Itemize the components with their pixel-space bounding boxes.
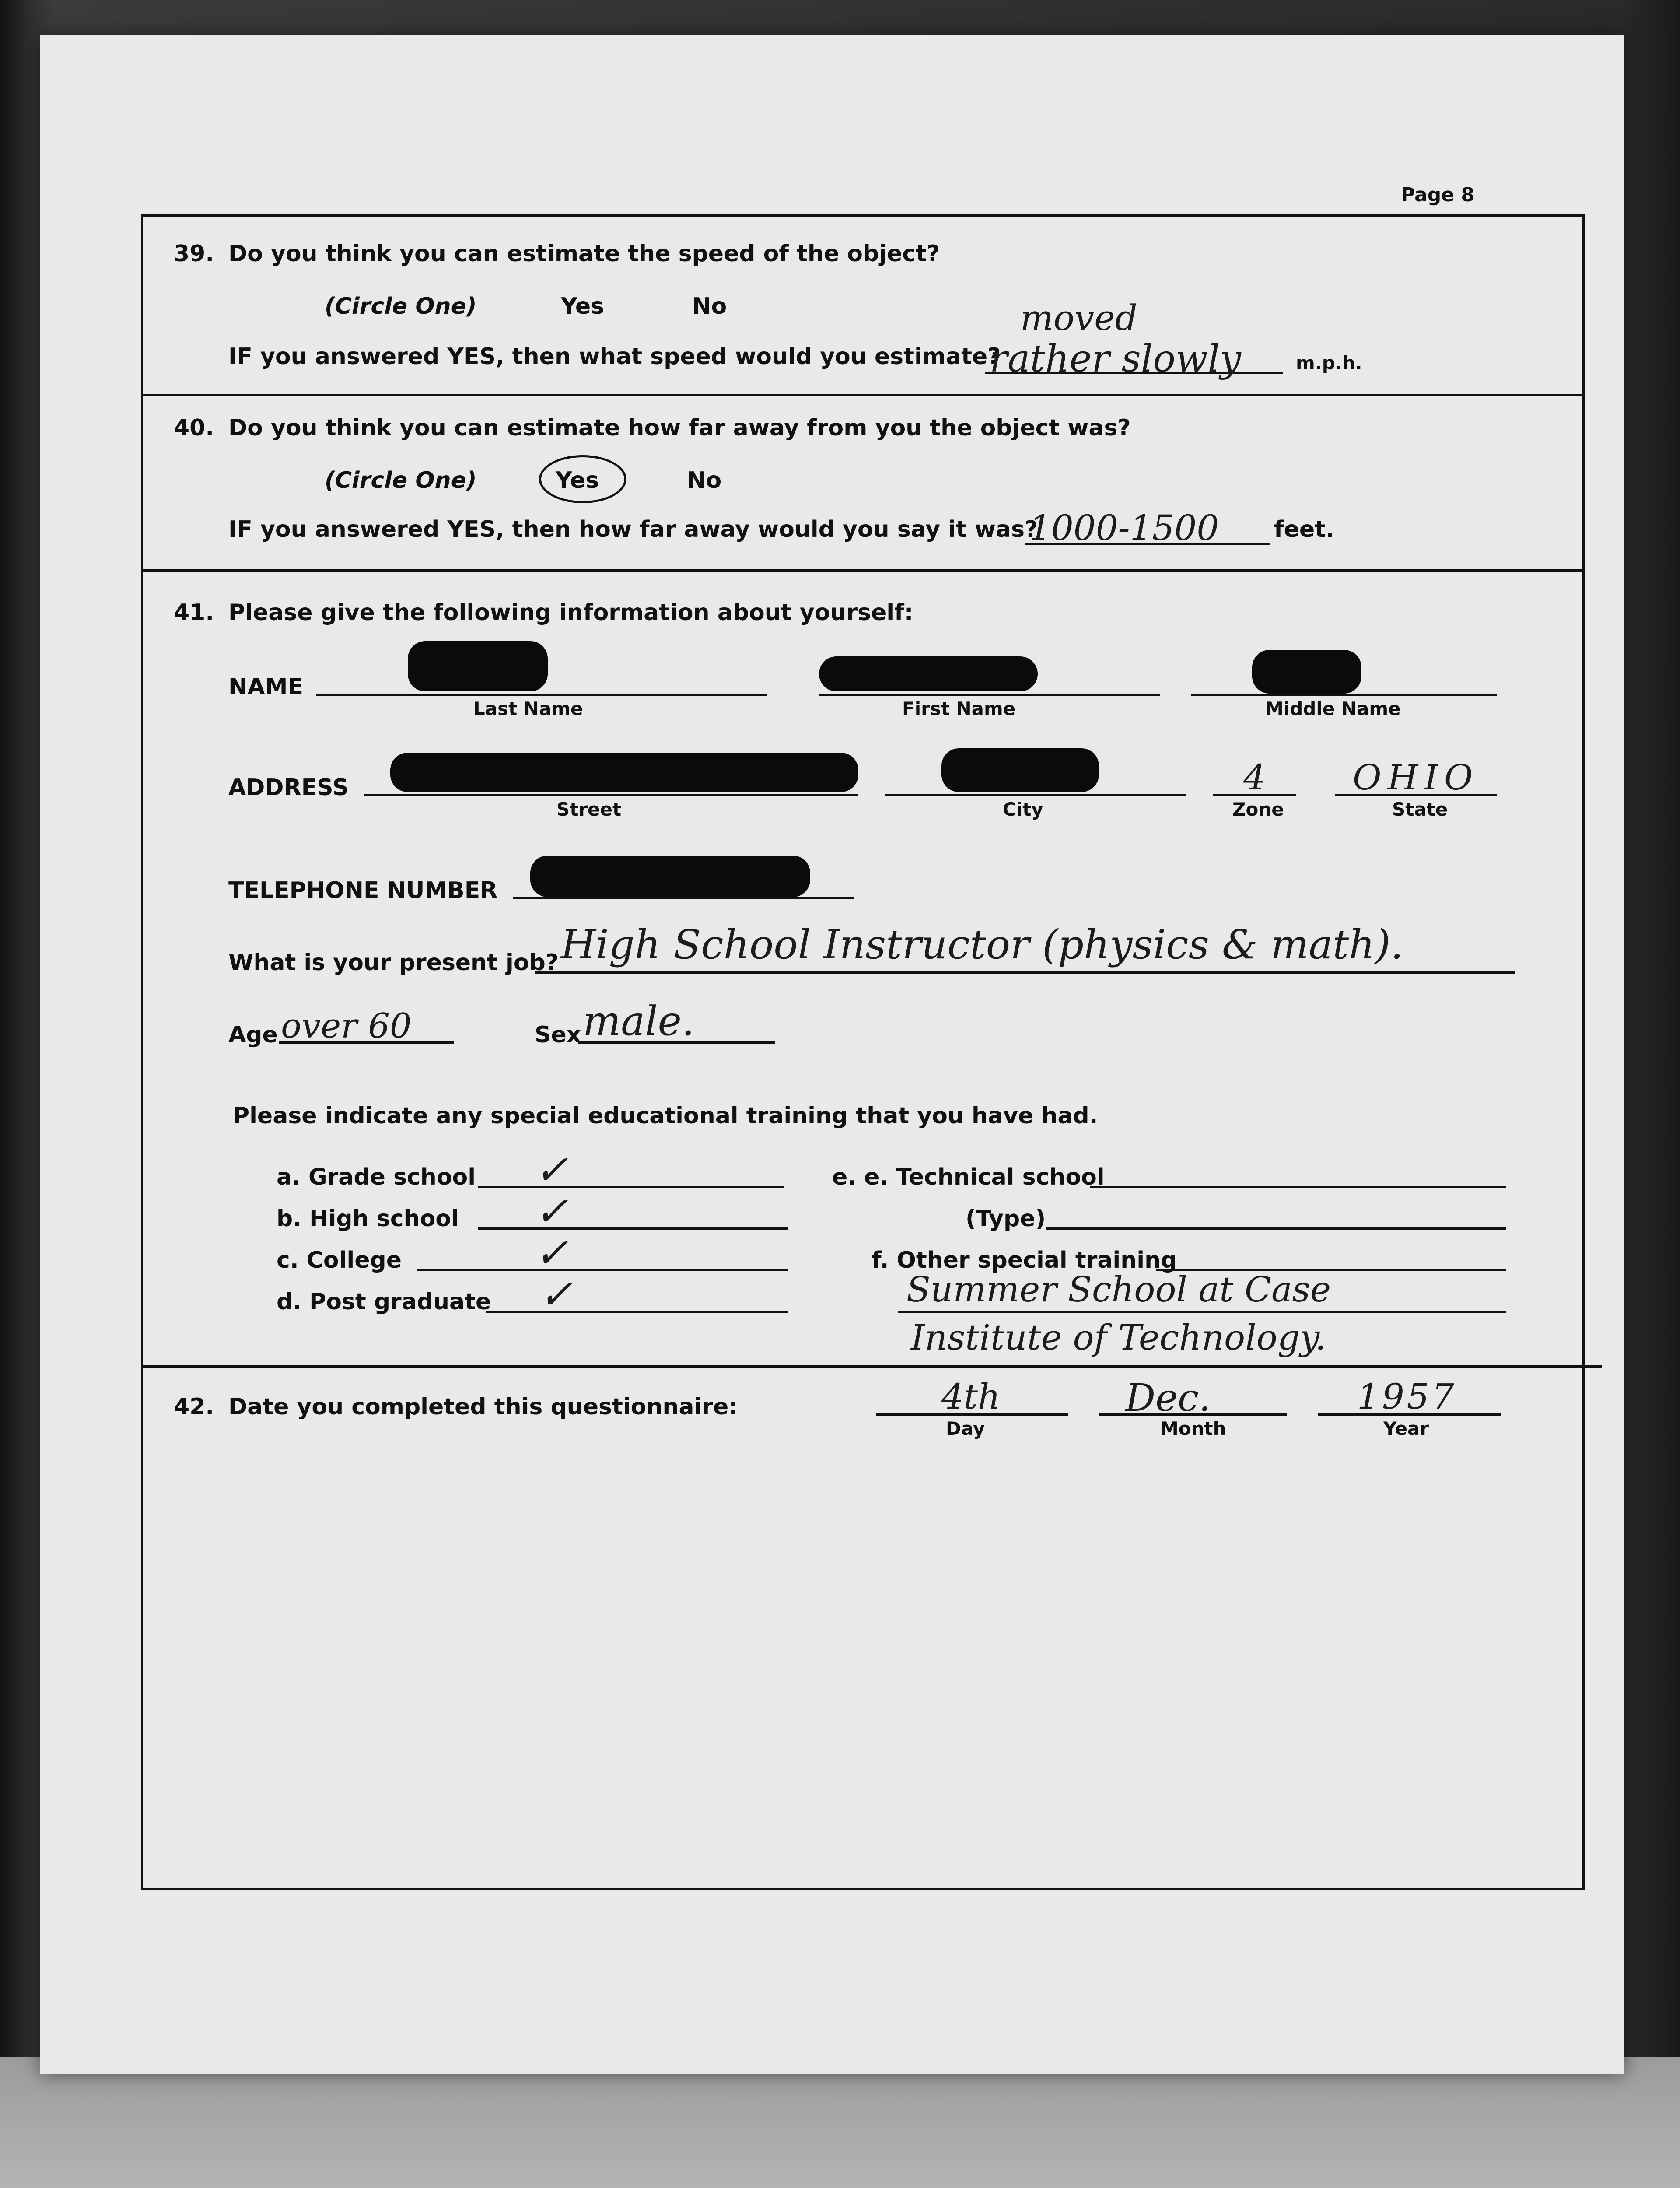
state-value[interactable]: OHIO: [1353, 757, 1479, 798]
training-post-graduate-line: [486, 1311, 788, 1313]
street-caption: Street: [556, 799, 622, 820]
q39-unit: m.p.h.: [1296, 352, 1362, 374]
job-line: [535, 971, 1515, 974]
middle-name-line: [1191, 694, 1497, 696]
q40-answer[interactable]: 1000-1500: [1029, 508, 1219, 548]
q39-number: 39.: [174, 241, 214, 267]
q41-number: 41.: [174, 600, 214, 626]
training-college-check[interactable]: ✓: [535, 1230, 569, 1276]
training-high-school-line: [478, 1227, 788, 1230]
technical-type-label: (Type): [966, 1206, 1046, 1232]
training-high-school-check[interactable]: ✓: [535, 1188, 569, 1235]
first-name-redaction: [819, 656, 1038, 691]
middle-name-redaction: [1252, 650, 1362, 694]
day-caption: Day: [946, 1418, 985, 1439]
divider-39-40: [141, 394, 1585, 396]
city-line: [885, 794, 1186, 796]
other-training-value-2[interactable]: Institute of Technology.: [911, 1317, 1326, 1358]
divider-40-41: [141, 569, 1585, 572]
divider-41-42: [141, 1365, 1602, 1368]
scan-backing: [0, 2057, 1680, 2188]
zone-value[interactable]: 4: [1243, 757, 1266, 798]
q40-question: Do you think you can estimate how far away from you the object was?: [228, 415, 1131, 441]
q39-followup: IF you answered YES, then what speed would you estimate?: [228, 344, 1001, 370]
q39-question: Do you think you can estimate the speed of the object?: [228, 241, 940, 267]
month-value[interactable]: Dec.: [1125, 1376, 1211, 1420]
training-grade-school-line: [478, 1186, 784, 1188]
other-training-label: f. Other special training: [872, 1247, 1177, 1273]
age-label: Age: [228, 1022, 278, 1048]
technical-type-line: [1046, 1227, 1506, 1230]
last-name-line: [316, 694, 766, 696]
q40-yes-option[interactable]: Yes: [556, 467, 599, 494]
year-caption: Year: [1383, 1418, 1429, 1439]
training-college-label: c. College: [276, 1247, 402, 1273]
questionnaire-page: [40, 35, 1624, 2074]
street-redaction: [390, 753, 858, 792]
form-frame: [141, 214, 1585, 1890]
first-name-line: [819, 694, 1160, 696]
q42-question: Date you completed this questionnaire:: [228, 1394, 738, 1420]
training-grade-school-label: a. Grade school: [276, 1164, 476, 1190]
q39-yes-option[interactable]: Yes: [561, 293, 605, 319]
training-prompt: Please indicate any special educational training that you have had.: [233, 1103, 1098, 1129]
age-value[interactable]: over 60: [281, 1006, 412, 1046]
q40-number: 40.: [174, 415, 214, 441]
zone-caption: Zone: [1232, 799, 1284, 820]
city-caption: City: [1003, 799, 1043, 820]
name-label: NAME: [228, 674, 304, 700]
job-label: What is your present job?: [228, 950, 559, 976]
state-caption: State: [1392, 799, 1448, 820]
training-post-graduate-label: d. Post graduate: [276, 1289, 491, 1315]
other-training-line-2: [898, 1311, 1506, 1313]
technical-school-line: [1090, 1186, 1506, 1188]
training-high-school-label: b. High school: [276, 1206, 459, 1232]
month-caption: Month: [1160, 1418, 1226, 1439]
other-training-value-1[interactable]: Summer School at Case: [906, 1269, 1331, 1310]
address-label: ADDRESS: [228, 775, 349, 801]
telephone-label: TELEPHONE NUMBER: [228, 877, 498, 904]
q40-circle-one: (Circle One): [325, 467, 477, 494]
training-college-line: [416, 1269, 788, 1271]
training-post-graduate-check[interactable]: ✓: [539, 1271, 573, 1318]
job-value[interactable]: High School Instructor (physics & math).: [561, 921, 1404, 968]
q40-unit: feet.: [1274, 516, 1334, 543]
street-line: [364, 794, 858, 796]
q40-followup: IF you answered YES, then how far away would you say it was?: [228, 516, 1038, 543]
last-name-caption: Last Name: [473, 698, 583, 719]
year-value[interactable]: 1957: [1357, 1376, 1457, 1417]
last-name-redaction: [408, 641, 548, 691]
page-label: Page 8: [1401, 184, 1475, 206]
q39-answer[interactable]: rather slowly: [990, 337, 1241, 381]
middle-name-caption: Middle Name: [1265, 698, 1401, 719]
training-grade-school-check[interactable]: ✓: [535, 1147, 569, 1193]
city-redaction: [942, 748, 1099, 792]
telephone-line: [513, 897, 854, 899]
q40-no-option[interactable]: No: [687, 467, 722, 494]
sex-value[interactable]: male.: [583, 998, 695, 1045]
q39-circle-one: (Circle One): [325, 293, 477, 319]
sex-label: Sex: [535, 1022, 581, 1048]
telephone-redaction: [530, 856, 810, 897]
q39-no-option[interactable]: No: [692, 293, 727, 319]
technical-school-label: e. e. Technical school: [832, 1164, 1105, 1190]
q41-question: Please give the following information about yourself:: [228, 600, 914, 626]
first-name-caption: First Name: [902, 698, 1016, 719]
q39-answer-top[interactable]: moved: [1020, 298, 1138, 338]
day-value[interactable]: 4th: [942, 1376, 1001, 1417]
q42-number: 42.: [174, 1394, 214, 1420]
